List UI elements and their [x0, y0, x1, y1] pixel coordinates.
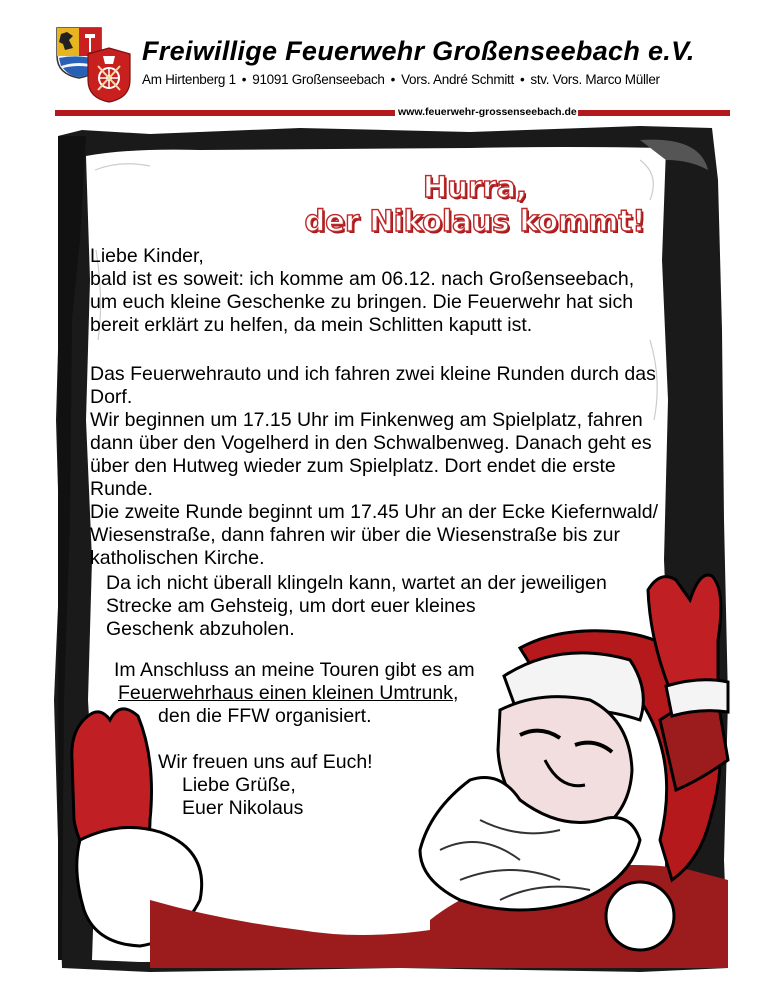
- separator: •: [390, 72, 396, 87]
- postal-city: 91091 Großenseebach: [252, 72, 385, 87]
- separator: •: [241, 72, 247, 87]
- punctuation: ,: [452, 682, 459, 704]
- text-line: dann über den Vogelherd in den Schwalbenweg. Danach geht es: [90, 432, 652, 454]
- underlined-text: Feuerwehrhaus einen kleinen Umtrunk: [118, 682, 453, 704]
- text-line: den die FFW organisiert.: [158, 705, 372, 727]
- text-line: um euch kleine Geschenke zu bringen. Die Feuerwehr hat sich: [90, 291, 634, 313]
- title-line: der Nikolaus kommt!: [304, 204, 646, 238]
- letter-title: [300, 170, 650, 238]
- text-line: [118, 682, 458, 705]
- text-line: bereit erklärt zu helfen, da mein Schlitten kaputt ist.: [90, 314, 533, 336]
- closing-line: Wir freuen uns auf Euch!: [158, 751, 373, 773]
- text-line: Strecke am Gehsteig, um dort euer kleines: [106, 595, 476, 617]
- signature: Euer Nikolaus: [182, 797, 304, 819]
- deputy-chairman: stv. Vors. Marco Müller: [530, 72, 660, 87]
- organization-name: Freiwillige Feuerwehr Großenseebach e.V.: [142, 36, 695, 66]
- closing-line: Liebe Grüße,: [182, 774, 296, 796]
- greeting: Liebe Kinder,: [90, 245, 204, 267]
- text-line: bald ist es soweit: ich komme am 06.12. nach Großenseebach,: [90, 268, 635, 290]
- text-line: Wir beginnen um 17.15 Uhr im Finkenweg am Spielplatz, fahren: [90, 409, 643, 431]
- title-line: Hurra,: [422, 170, 528, 204]
- text-line: Dorf.: [90, 386, 133, 408]
- chairman: Vors. André Schmitt: [401, 72, 514, 87]
- street-address: Am Hirtenberg 1: [142, 72, 236, 87]
- text-line: katholischen Kirche.: [90, 547, 265, 569]
- separator: •: [519, 72, 525, 87]
- text-line: Geschenk abzuholen.: [106, 618, 295, 640]
- website-link[interactable]: www.feuerwehr-grossenseebach.de: [398, 106, 577, 118]
- text-line: über den Hutweg wieder zum Spielplatz. Dort endet die erste: [90, 455, 616, 477]
- text-line: Runde.: [90, 478, 153, 500]
- text-line: Wiesenstraße, dann fahren wir über die Wiesenstraße bis zur: [90, 524, 620, 546]
- text-line: Da ich nicht überall klingeln kann, wartet an der jeweiligen: [106, 572, 607, 594]
- text-line: Im Anschluss an meine Touren gibt es am: [114, 659, 475, 681]
- hat-pompom: [606, 882, 674, 950]
- text-line: Das Feuerwehrauto und ich fahren zwei kleine Runden durch das: [90, 363, 656, 385]
- text-line: Die zweite Runde beginnt um 17.45 Uhr an der Ecke Kiefernwald/: [90, 501, 658, 523]
